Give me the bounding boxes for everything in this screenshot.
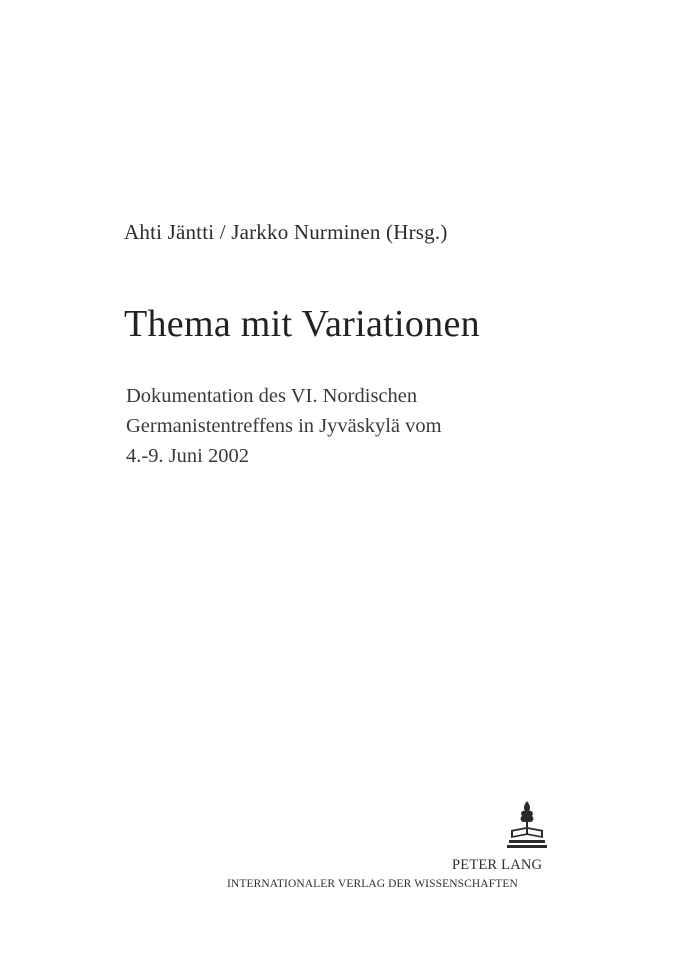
subtitle-line: 4.-9. Juni 2002 xyxy=(126,445,249,467)
publisher-name: PETER LANG xyxy=(452,857,543,873)
book-title: Thema mit Variationen xyxy=(124,303,480,345)
book-subtitle xyxy=(126,381,546,471)
peter-lang-emblem-icon xyxy=(507,800,547,850)
subtitle-line: Dokumentation des VI. Nordischen xyxy=(126,385,418,407)
editors-line: Ahti Jäntti / Jarkko Nurminen (Hrsg.) xyxy=(124,220,448,244)
publisher-tagline: INTERNATIONALER VERLAG DER WISSENSCHAFTEN xyxy=(227,878,518,890)
subtitle-line: Germanistentreffens in Jyväskylä vom xyxy=(126,415,442,437)
